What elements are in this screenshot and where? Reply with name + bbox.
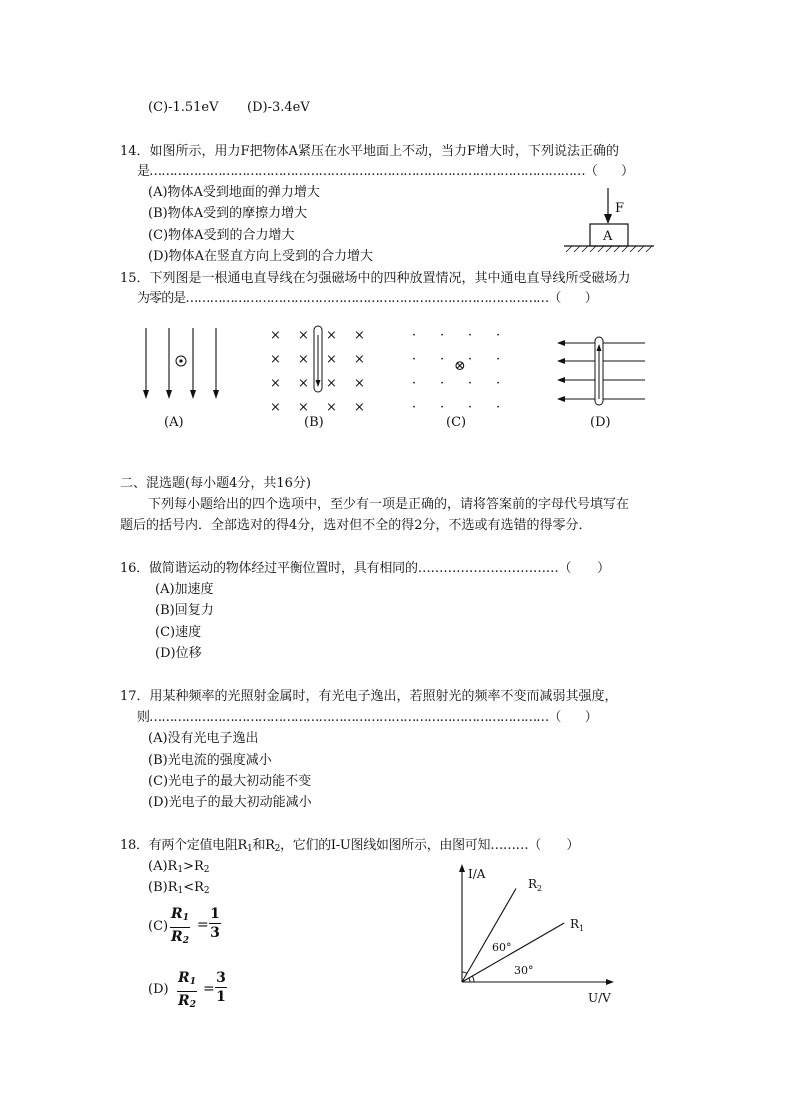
force-arrow-head	[604, 214, 612, 224]
q15-stem-line2: 为零的是………………………………………………………………………………（ ）	[137, 291, 597, 306]
line-r1-label: $R_1$	[570, 917, 585, 933]
q14-option-c: (C)物体A受到的合力增大	[148, 228, 295, 243]
x-axis-arrow	[606, 979, 614, 985]
line-r2-label: $R_2$	[528, 877, 543, 893]
q15-label-d: (D)	[590, 415, 611, 430]
q17-option-a: (A)没有光电子逸出	[148, 731, 259, 746]
q15-label-c: (C)	[446, 415, 467, 430]
q18-option-d-lhs: $R_1$ $R_2$	[178, 970, 196, 1010]
force-label: F	[615, 201, 625, 216]
q14-stem-line2: 是………………………………………………………………………………………………（ ）	[137, 164, 634, 179]
q15-stem-line1: 15．下列图是一根通电直导线在匀强磁场中的四种放置情况，其中通电直导线所受磁场力	[120, 271, 631, 286]
angle-arc-30	[469, 978, 470, 982]
q18-option-b: $(B)R_1<R_2$	[148, 880, 210, 896]
angle-r1-label: 30°	[514, 964, 534, 977]
q16-option-c: (C)速度	[155, 625, 202, 640]
q15-figure-a	[138, 326, 228, 402]
q14-figure	[560, 186, 660, 256]
line-r2	[462, 889, 516, 983]
q17-option-d: (D)光电子的最大初动能减小	[148, 795, 312, 810]
block-label: A	[603, 229, 613, 244]
q13-option-c: (C)-1.51eV	[148, 100, 219, 115]
q18-option-c-lhs: $R_1$ $R_2$	[171, 906, 189, 946]
q13-option-d: (D)-3.4eV	[247, 100, 310, 115]
q16-stem: 16．做简谐运动的物体经过平衡位置时，具有相同的……………………………（ ）	[120, 561, 610, 576]
q16-option-b: (B)回复力	[155, 603, 214, 618]
section2-instr-line1: 下列每小题给出的四个选项中，至少有一项是正确的，请将答案前的字母代号填写在	[148, 497, 630, 512]
section2-title: 二、混选题(每小题4分，共16分)	[120, 476, 311, 491]
q17-stem-line1: 17．用某种频率的光照射金属时，有光电子逸出，若照射光的频率不变而减弱其强度，	[120, 689, 618, 704]
q18-stem: 18．有两个定值电阻$R_1$和$R_2$，它们的I-U图线如图所示，由图可知………（ ）	[120, 838, 580, 854]
wire-b	[313, 325, 325, 395]
q15-label-a: (A)	[164, 415, 184, 430]
q15-figure-d	[555, 335, 647, 407]
q18-option-c-rhs: 1 3	[210, 906, 220, 941]
q18-option-c-label: (C)	[148, 919, 169, 934]
q18-option-d-rhs: 3 1	[216, 970, 226, 1005]
q14-option-d: (D)物体A在竖直方向上受到的合力增大	[148, 249, 373, 264]
angle-arc-30-outer	[472, 976, 474, 982]
q18-iu-graph	[440, 860, 620, 1010]
q18-option-d-label: (D)	[148, 982, 169, 997]
q17-option-b: (B)光电流的强度减小	[148, 753, 272, 768]
q14-stem-line1: 14．如图所示，用力F把物体A紧压在水平地面上不动，当力F增大时，下列说法正确的	[120, 144, 619, 159]
wire-into-page: ⊗	[454, 358, 466, 374]
q16-option-d: (D)位移	[155, 646, 202, 661]
x-axis-label: U/V	[588, 991, 611, 1005]
q14-option-a: (A)物体A受到地面的弹力增大	[148, 185, 320, 200]
q15-label-b: (B)	[304, 415, 324, 430]
section2-instr-line2: 题后的括号内．全部选对的得4分，选对但不全的得2分，不选或有选错的得零分．	[120, 518, 592, 533]
ground-hatch	[566, 246, 652, 252]
angle-arc-60	[462, 972, 467, 973]
q16-option-a: (A)加速度	[155, 582, 214, 597]
y-axis-label: I/A	[468, 867, 486, 881]
angle-r2-label: 60°	[492, 941, 512, 954]
q17-stem-line2: 则………………………………………………………………………………………（ ）	[137, 710, 597, 725]
q18-option-a: $(A)R_1>R_2$	[148, 859, 210, 875]
q14-option-b: (B)物体A受到的摩擦力增大	[148, 206, 308, 221]
y-axis-arrow	[459, 864, 465, 872]
q17-option-c: (C)光电子的最大初动能不变	[148, 774, 312, 789]
